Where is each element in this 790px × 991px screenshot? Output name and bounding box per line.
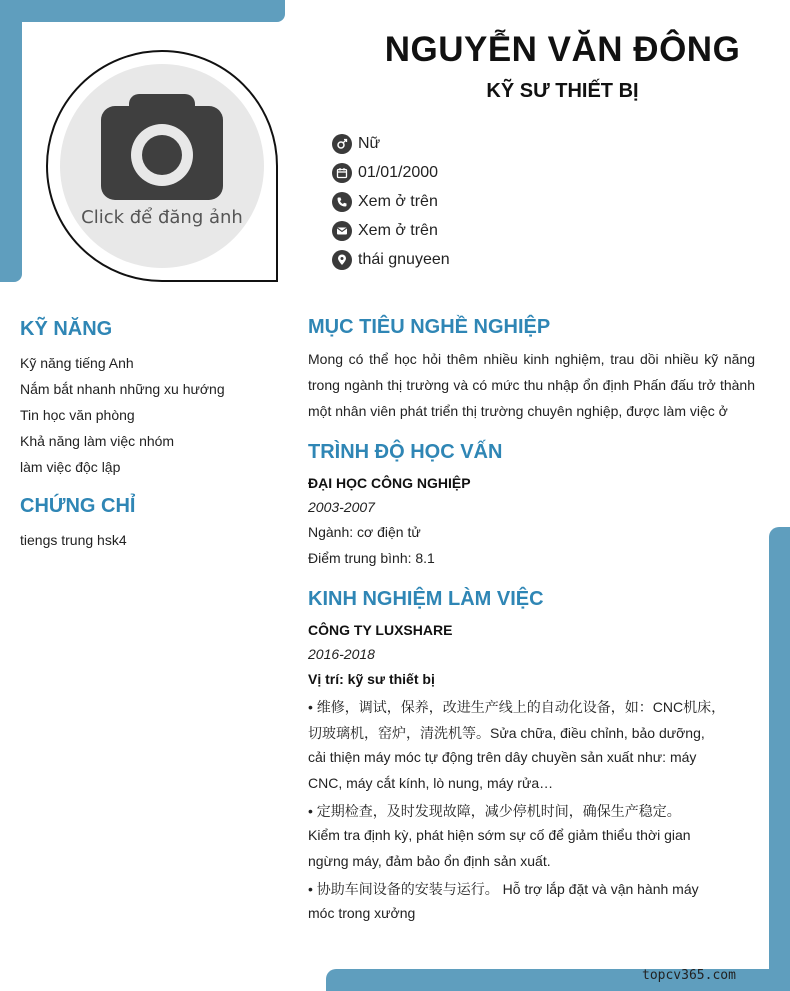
contact-list [332,129,450,274]
birthday-value: 01/01/2000 [358,163,439,181]
education-heading: TRÌNH ĐỘ HỌC VẤN [308,441,503,463]
experience-line: • 维修，调试，保养，改进生产线上的自动化设备，如：CNC机床， [308,699,726,715]
photo-upload-caption: Click để đăng ảnh [81,207,243,228]
decorative-left-bar [0,0,22,282]
certificates-list [20,527,127,553]
contact-birthday [332,158,450,187]
gender-icon [332,134,352,154]
phone-icon [332,192,352,212]
skill-item: Nắm bắt nhanh những xu hướng [20,381,225,397]
objective-text: Mong có thể học hỏi thêm nhiều kinh nghiệm, trau dồi nhiều kỹ năng trong ngành thị trường và có mức thu nhập ổn định Phấn đấu trở thành một nhân viên phát triển thị trường chuyên nghiệp, được làm việc ở [308,351,755,419]
avatar-frame [46,50,278,282]
objective-heading: MỤC TIÊU NGHỀ NGHIỆP [308,316,551,338]
experience-position: Vị trí: kỹ sư thiết bị [308,671,435,687]
contact-phone [332,187,450,216]
experience-line: CNC, máy cắt kính, lò nung, máy rửa… [308,775,554,791]
skills-list [20,350,225,480]
experience-line: • 定期检查，及时发现故障，减少停机时间，确保生产稳定。 [308,803,681,819]
contact-gender [332,129,450,158]
gender-value: Nữ [358,134,381,152]
contact-address [332,245,450,274]
location-icon [332,250,352,270]
email-icon [332,221,352,241]
email-value: Xem ở trên [358,221,438,239]
experience-line: cải thiện máy móc tự động trên dây chuyền sản xuất như: máy [308,749,697,765]
experience-heading: KINH NGHIỆM LÀM VIỆC [308,588,544,610]
skills-heading: KỸ NĂNG [20,318,113,340]
decorative-top-bar [0,0,285,22]
phone-value: Xem ở trên [358,192,438,210]
experience-line: • 协助车间设备的安装与运行。 Hỗ trợ lắp đặt và vận hành máy [308,881,699,897]
site-watermark: topcv365.com [642,968,736,983]
experience-line: móc trong xưởng [308,905,416,921]
company-name: CÔNG TY LUXSHARE [308,622,453,638]
decorative-right-bar [769,527,790,991]
avatar-upload[interactable] [60,64,264,268]
education-gpa: Điểm trung bình: 8.1 [308,550,435,566]
contact-email [332,216,450,245]
experience-line: Kiểm tra định kỳ, phát hiện sớm sự cố để giảm thiểu thời gian [308,827,691,843]
certificate-item: tiengs trung hsk4 [20,532,127,548]
experience-line: ngừng máy, đảm bảo ổn định sản xuất. [308,853,551,869]
calendar-icon [332,163,352,183]
experience-line: 切玻璃机，窑炉，清洗机等。Sửa chữa, điều chỉnh, bảo dưỡng, [308,725,705,741]
school-name: ĐẠI HỌC CÔNG NGHIỆP [308,475,471,491]
camera-icon [101,94,223,200]
education-major: Ngành: cơ điện tử [308,524,421,540]
candidate-name: NGUYỄN VĂN ĐÔNG [384,30,741,69]
address-value: thái gnuyeen [358,250,450,268]
experience-period: 2016-2018 [308,646,375,662]
job-title: KỸ SƯ THIẾT BỊ [486,80,639,102]
skill-item: Kỹ năng tiếng Anh [20,355,134,371]
skill-item: Tin học văn phòng [20,407,135,423]
education-period: 2003-2007 [308,499,375,515]
skill-item: làm việc độc lập [20,459,121,475]
skill-item: Khả năng làm việc nhóm [20,433,175,449]
certificates-heading: CHỨNG CHỈ [20,495,136,517]
